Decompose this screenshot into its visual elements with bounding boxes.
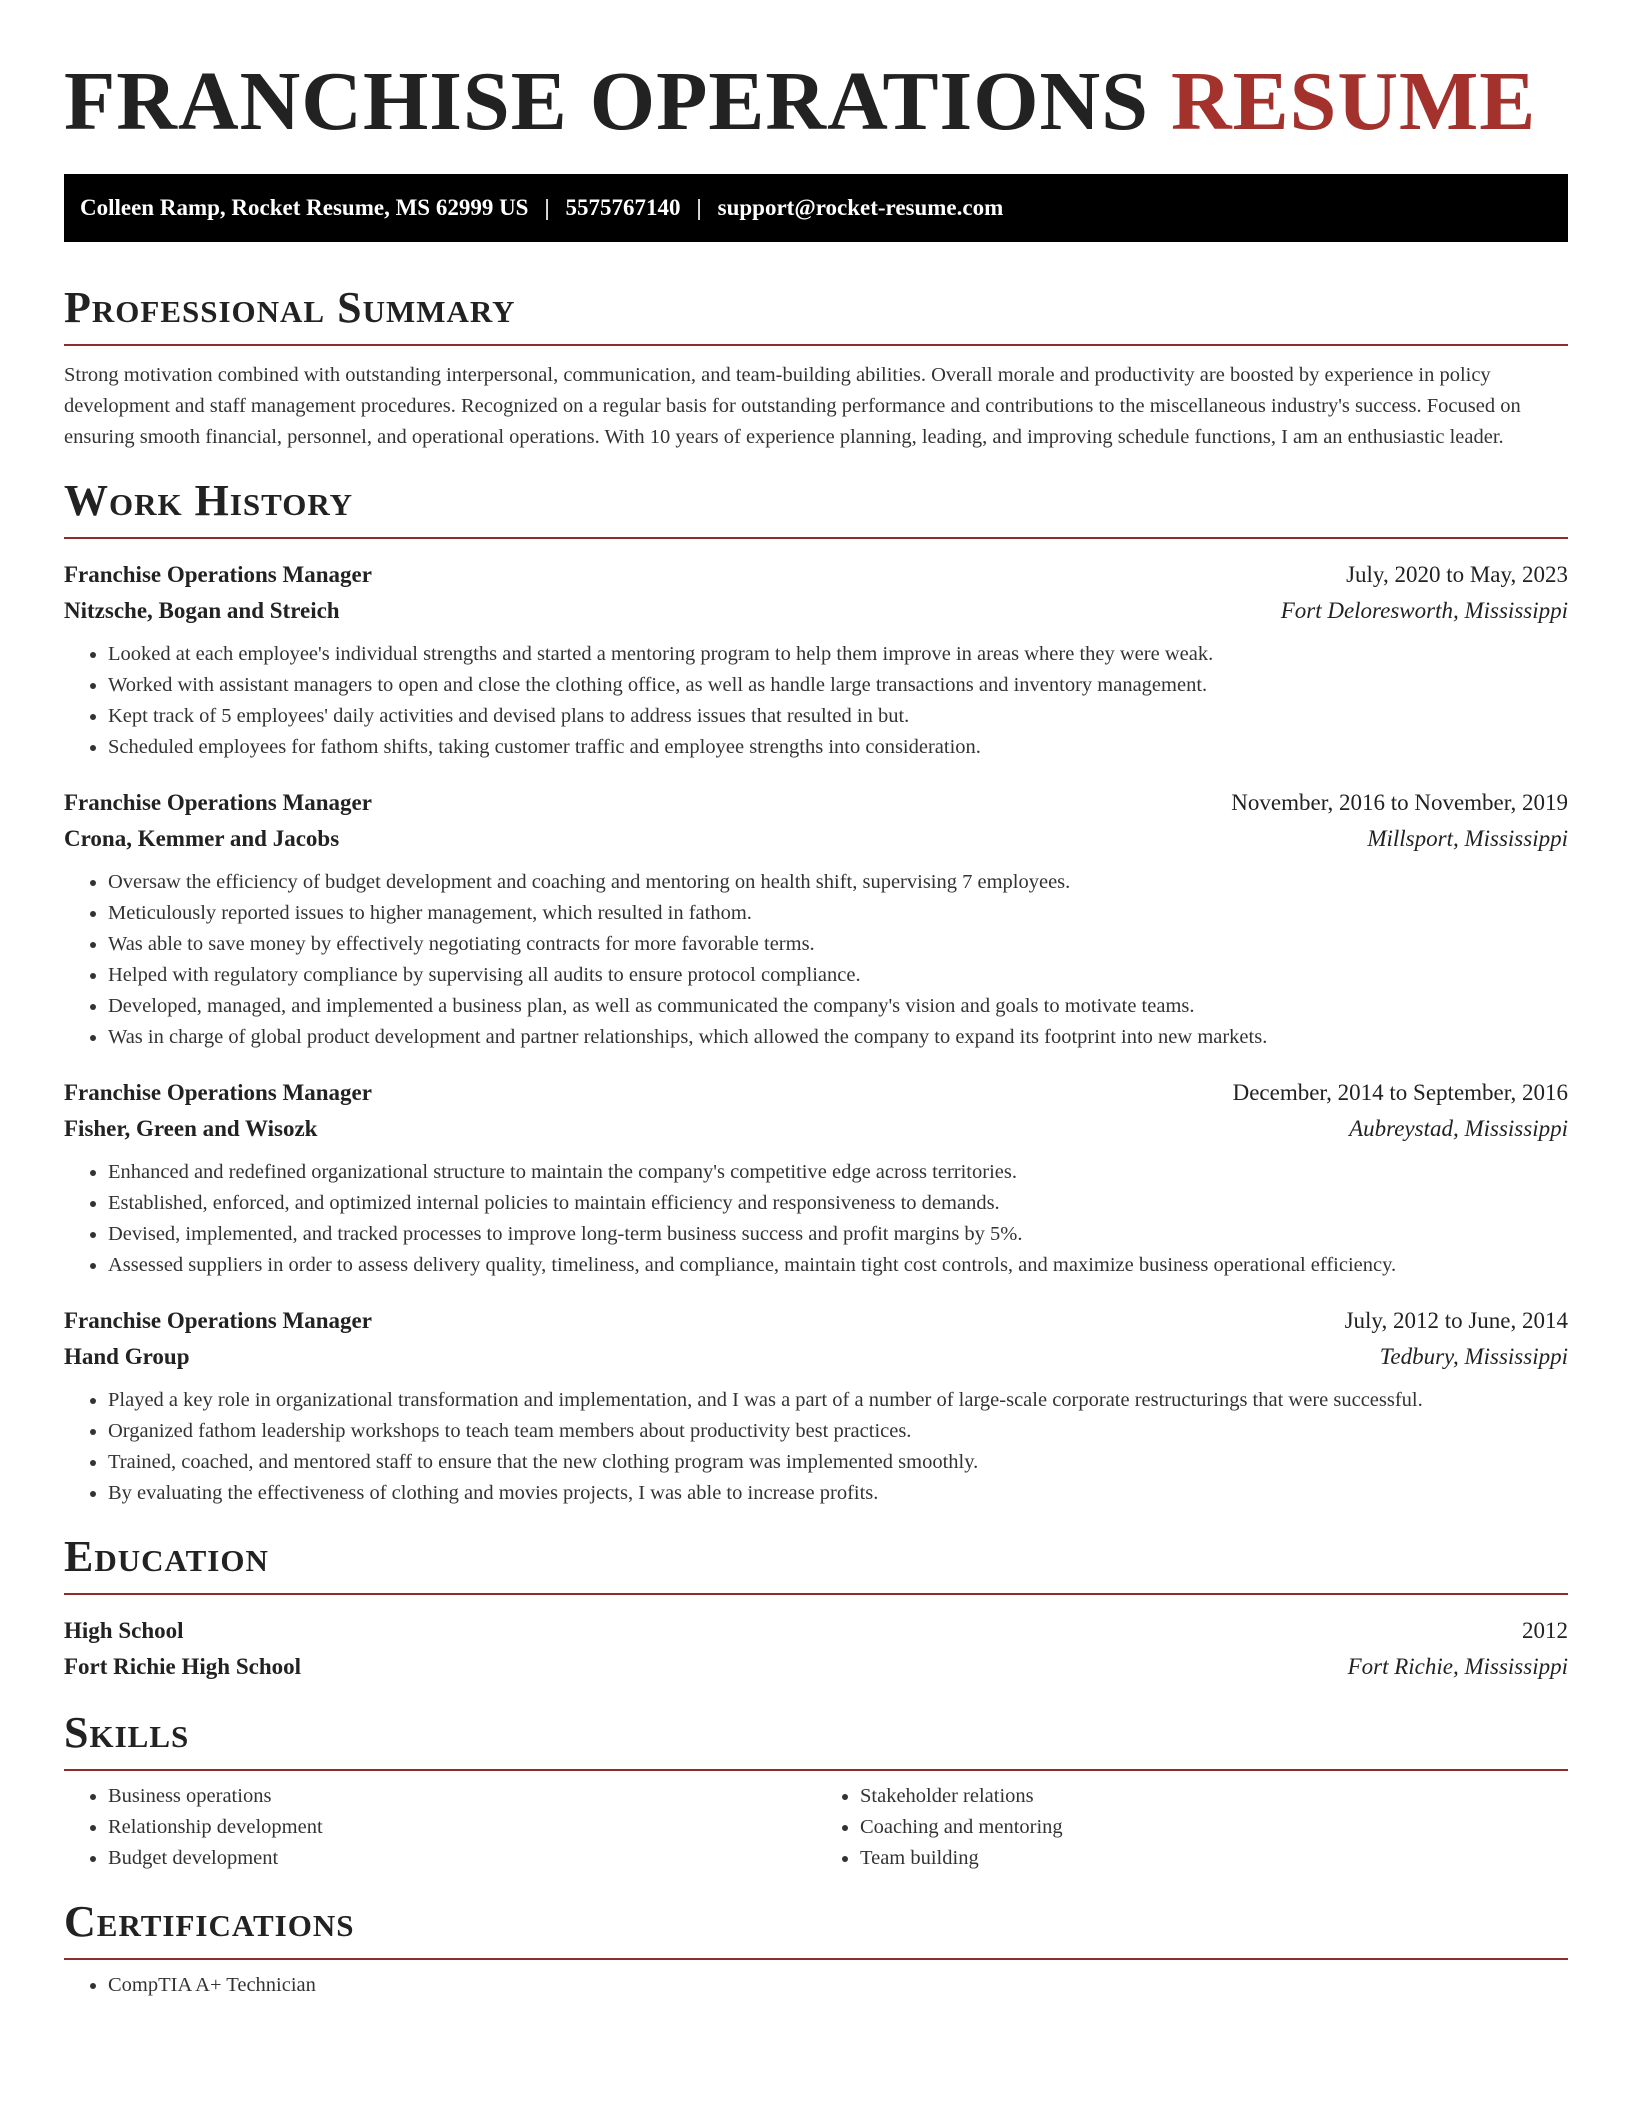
job-dates: July, 2012 to June, 2014 [1344, 1308, 1568, 1333]
skills-list-left [64, 1781, 816, 1874]
job-company-row [64, 1339, 1568, 1375]
skill-item: • Budget development [108, 1843, 816, 1874]
job-title: Franchise Operations Manager [64, 1308, 372, 1333]
education-degree: High School [64, 1618, 184, 1643]
job-entry [64, 557, 1568, 763]
education-heading: Education [64, 1531, 1568, 1595]
job-dates: July, 2020 to May, 2023 [1346, 562, 1568, 587]
job-location: Tedbury, Mississippi [1379, 1344, 1568, 1369]
job-bullet: • Assessed suppliers in order to assess delivery quality, timeliness, and compliance, maintain tight cost controls, and maximize business operational efficiency. [108, 1250, 1568, 1281]
job-header-row [64, 1075, 1568, 1111]
job-header-row [64, 557, 1568, 593]
skills-heading: Skills [64, 1707, 1568, 1771]
work-history-section [64, 475, 1568, 1509]
job-bullet: • Was in charge of global product development and partner relationships, which allowed the company to expand its footprint into new markets. [108, 1022, 1568, 1053]
skill-item: • Coaching and mentoring [860, 1812, 1568, 1843]
job-header-row [64, 1303, 1568, 1339]
summary-heading: Professional Summary [64, 282, 1568, 346]
job-company-row [64, 1111, 1568, 1147]
job-dates: November, 2016 to November, 2019 [1231, 790, 1568, 815]
job-bullet: • Looked at each employee's individual strengths and started a mentoring program to help them improve in areas where they were weak. [108, 639, 1568, 670]
job-bullets [64, 639, 1568, 763]
job-bullet: • Devised, implemented, and tracked processes to improve long-term business success and profit margins by 5%. [108, 1219, 1568, 1250]
education-school: Fort Richie High School [64, 1654, 302, 1679]
contact-address: Colleen Ramp, Rocket Resume, MS 62999 US [80, 195, 529, 220]
job-bullet: • Meticulously reported issues to higher management, which resulted in fathom. [108, 898, 1568, 929]
job-bullet: • Played a key role in organizational transformation and implementation, and I was a part of a number of large-scale corporate restructurings that were successful. [108, 1385, 1568, 1416]
job-entry [64, 785, 1568, 1053]
skills-list-right [816, 1781, 1568, 1874]
skill-item: • Stakeholder relations [860, 1781, 1568, 1812]
title-main: FRANCHISE OPERATIONS [64, 55, 1149, 148]
job-bullet: • Helped with regulatory compliance by supervising all audits to ensure protocol compliance. [108, 960, 1568, 991]
title-accent: RESUME [1170, 55, 1537, 148]
certifications-list [64, 1970, 1568, 2001]
skills-section [64, 1707, 1568, 1874]
job-title: Franchise Operations Manager [64, 1080, 372, 1105]
certification-item: • CompTIA A+ Technician [108, 1970, 1568, 2001]
job-company: Hand Group [64, 1344, 190, 1369]
job-company: Crona, Kemmer and Jacobs [64, 826, 340, 851]
skill-item: • Team building [860, 1843, 1568, 1874]
education-location: Fort Richie, Mississippi [1347, 1654, 1568, 1679]
job-bullet: • Organized fathom leadership workshops to teach team members about productivity best practices. [108, 1416, 1568, 1447]
job-location: Fort Deloresworth, Mississippi [1280, 598, 1568, 623]
job-bullet: • Trained, coached, and mentored staff to ensure that the new clothing program was implemented smoothly. [108, 1447, 1568, 1478]
job-bullet: • Established, enforced, and optimized internal policies to maintain efficiency and responsiveness to demands. [108, 1188, 1568, 1219]
job-list [64, 557, 1568, 1509]
job-dates: December, 2014 to September, 2016 [1232, 1080, 1568, 1105]
job-title: Franchise Operations Manager [64, 790, 372, 815]
job-bullet: • Worked with assistant managers to open and close the clothing office, as well as handle large transactions and inventory management. [108, 670, 1568, 701]
job-bullet: • Kept track of 5 employees' daily activities and devised plans to address issues that resulted in but. [108, 701, 1568, 732]
job-bullet: • Enhanced and redefined organizational structure to maintain the company's competitive edge across territories. [108, 1157, 1568, 1188]
education-header-row [64, 1613, 1568, 1649]
job-company: Fisher, Green and Wisozk [64, 1116, 318, 1141]
summary-section [64, 282, 1568, 453]
job-title: Franchise Operations Manager [64, 562, 372, 587]
job-company-row [64, 593, 1568, 629]
contact-separator: | [544, 195, 550, 220]
job-bullet: • Was able to save money by effectively negotiating contracts for more favorable terms. [108, 929, 1568, 960]
education-section [64, 1531, 1568, 1685]
summary-text: Strong motivation combined with outstanding interpersonal, communication, and team-building abilities. Overall morale and productivity are boosted by experience in policy development and staff management procedures. Recognized on a regular basis for outstanding performance and contributions to the miscellaneous industry's success. Focused on ensuring smooth financial, personnel, and operational operations. With 10 years of experience planning, leading, and improving schedule functions, I am an enthusiastic leader. [64, 364, 1521, 448]
job-bullets [64, 1157, 1568, 1281]
contact-bar [64, 174, 1568, 242]
job-entry [64, 1303, 1568, 1509]
job-entry [64, 1075, 1568, 1281]
job-header-row [64, 785, 1568, 821]
contact-separator: | [696, 195, 702, 220]
job-bullet: • Oversaw the efficiency of budget development and coaching and mentoring on health shift, supervising 7 employees. [108, 867, 1568, 898]
job-bullet: • Developed, managed, and implemented a business plan, as well as communicated the company's vision and goals to motivate teams. [108, 991, 1568, 1022]
work-history-heading: Work History [64, 475, 1568, 539]
certifications-heading: Certifications [64, 1896, 1568, 1960]
education-school-row [64, 1649, 1568, 1685]
job-bullet: • By evaluating the effectiveness of clothing and movies projects, I was able to increase profits. [108, 1478, 1568, 1509]
education-entry [64, 1613, 1568, 1685]
contact-phone: 5575767140 [565, 195, 681, 220]
job-bullets [64, 867, 1568, 1053]
skills-columns [64, 1781, 1568, 1874]
job-company-row [64, 821, 1568, 857]
contact-email: support@rocket-resume.com [717, 195, 1004, 220]
education-year: 2012 [1522, 1618, 1568, 1643]
job-location: Aubreystad, Mississippi [1349, 1116, 1568, 1141]
job-location: Millsport, Mississippi [1367, 826, 1568, 851]
certifications-section [64, 1896, 1568, 2001]
job-company: Nitzsche, Bogan and Streich [64, 598, 340, 623]
job-bullets [64, 1385, 1568, 1509]
job-bullet: • Scheduled employees for fathom shifts, taking customer traffic and employee strengths into consideration. [108, 732, 1568, 763]
skill-item: • Relationship development [108, 1812, 816, 1843]
skill-item: • Business operations [108, 1781, 816, 1812]
resume-title [64, 0, 1568, 152]
